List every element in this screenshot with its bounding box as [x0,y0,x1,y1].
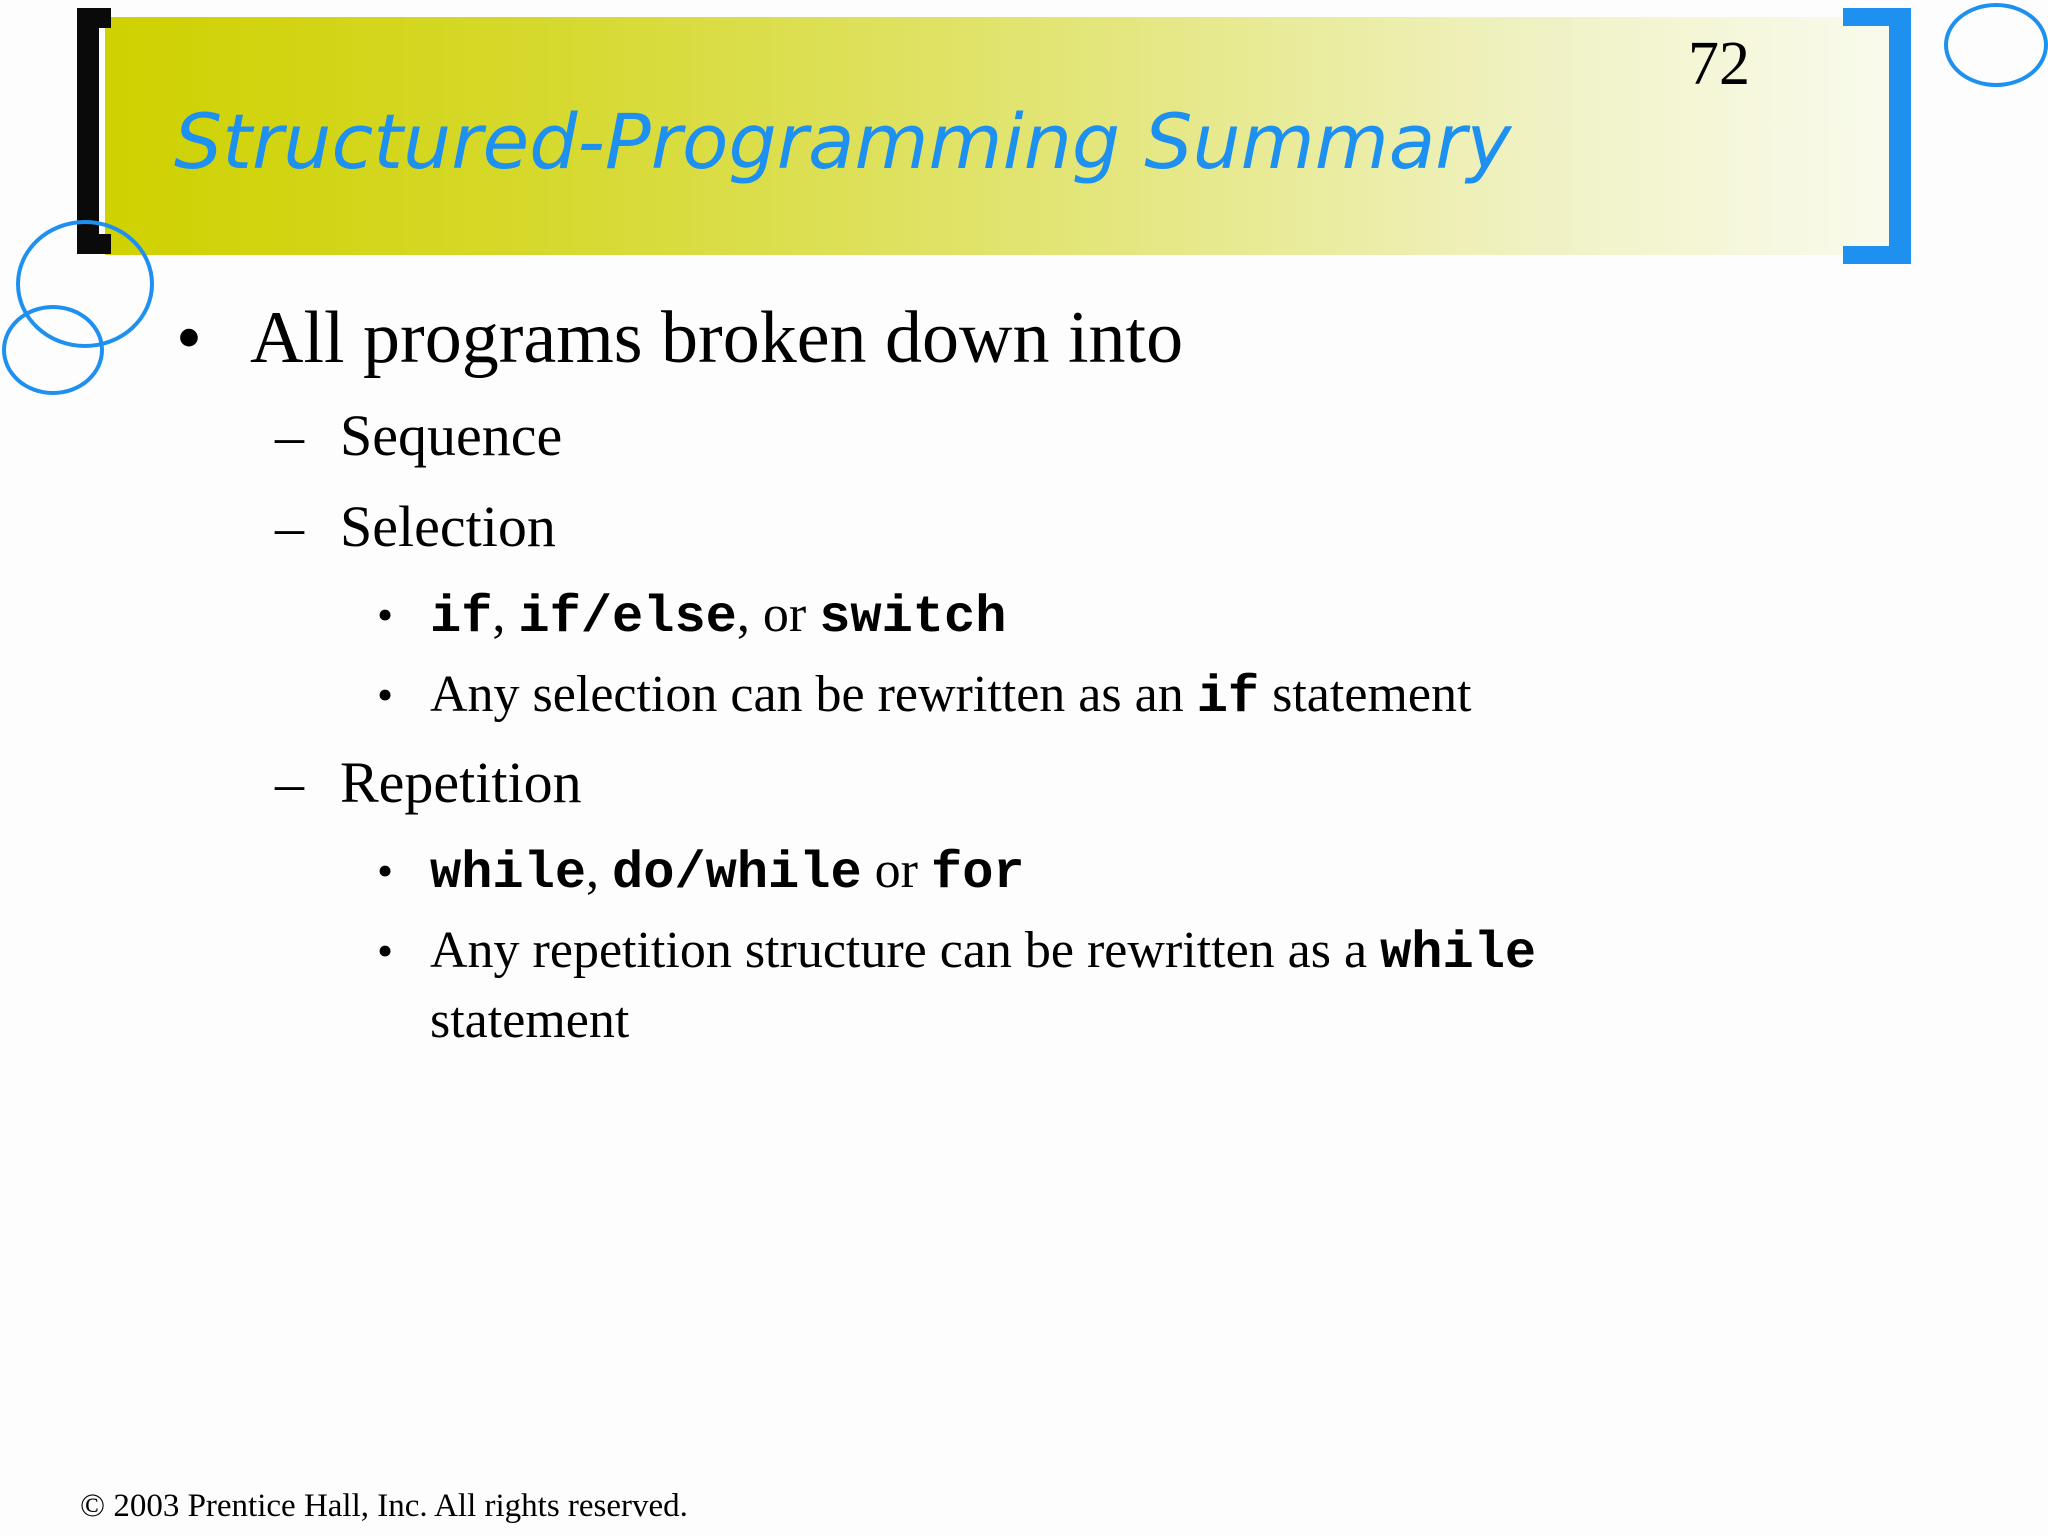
repetition-rewrite-line: Any repetition structure can be rewritten as a while [430,922,1537,983]
dash-marker: – [275,403,304,468]
repetition-keywords-line: while, do/while or for [430,842,1025,903]
page-number: 72 [1688,30,1750,98]
keyword-do-while: do/while [612,844,862,903]
keyword-while: while [430,844,587,903]
bullet-marker: • [377,845,394,896]
keyword-while: while [1380,924,1537,983]
keyword-if: if [1196,668,1260,727]
left-bracket-decoration [77,8,111,254]
keyword-switch: switch [819,588,1007,647]
keyword-for: for [931,844,1025,903]
selection-rewrite-line: Any selection can be rewritten as an if statement [430,666,1472,727]
dash-marker: – [275,494,304,559]
dash-marker: – [275,750,304,815]
ring-decoration [1944,3,2048,87]
keyword-if: if [430,588,493,647]
bullet-marker: • [176,297,202,379]
right-bracket-decoration [1843,8,1911,264]
selection-keywords-line: if, if/else, or switch [430,586,1007,647]
repetition-item: Repetition [340,750,582,815]
sequence-item: Sequence [340,403,563,468]
keyword-if-else: if/else [518,588,737,647]
repetition-rewrite-continuation: statement [430,992,630,1049]
main-bullet-text: All programs broken down into [250,297,1184,379]
bullet-marker: • [377,925,394,976]
bullet-marker: • [377,669,394,720]
slide-title: Structured-Programming Summary [174,97,1512,186]
bullet-marker: • [377,589,394,640]
selection-item: Selection [340,494,556,559]
copyright-footer: © 2003 Prentice Hall, Inc. All rights reserved. [80,1488,688,1524]
ring-decoration [2,305,104,395]
